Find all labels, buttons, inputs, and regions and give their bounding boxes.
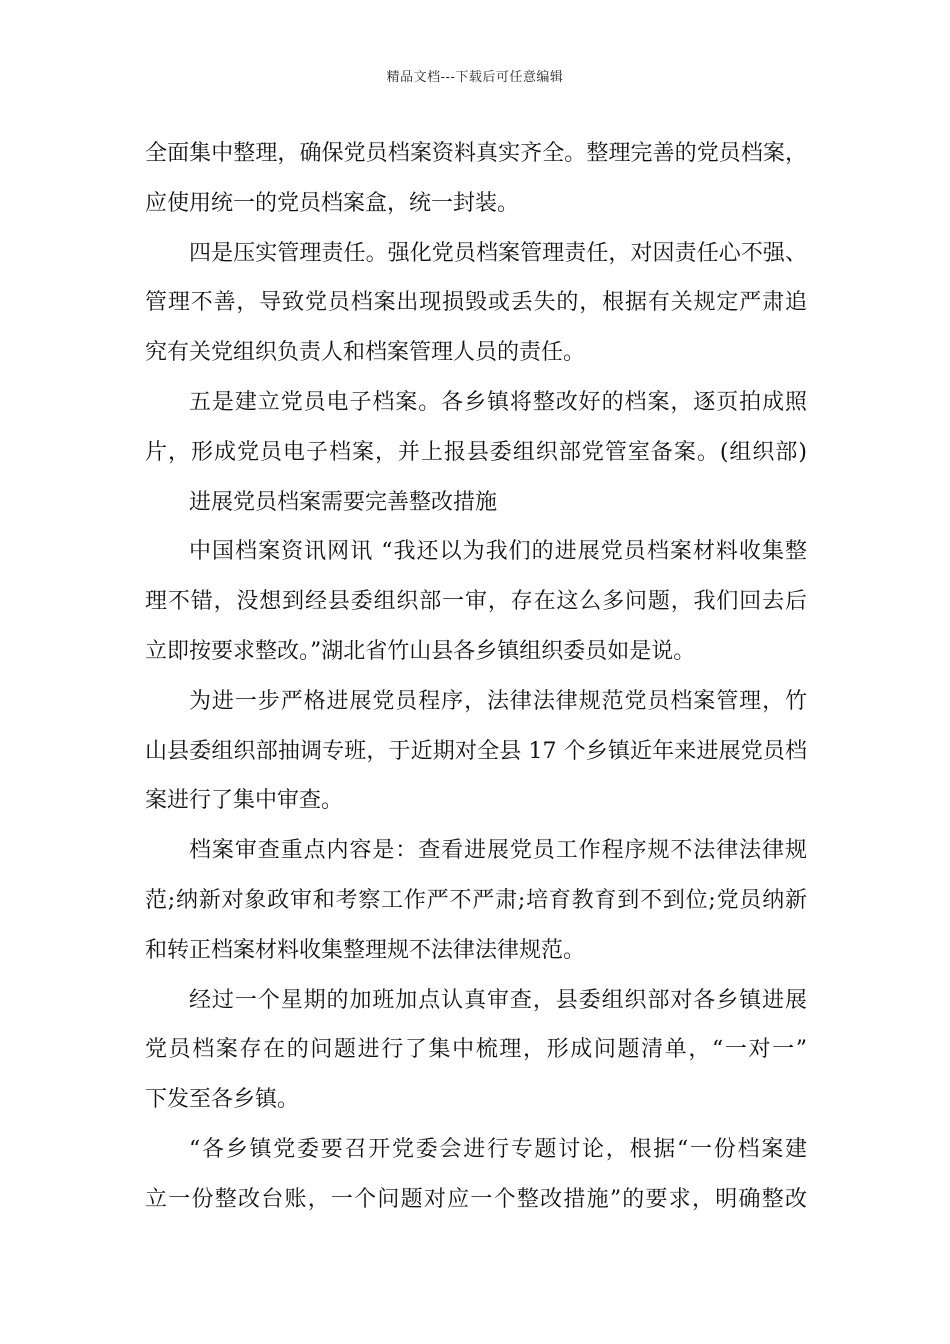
text-line: 究有关党组织负责人和档案管理人员的责任。 bbox=[145, 340, 586, 366]
text-line: 经过一个星期的加班加点认真审查，县委组织部对各乡镇进展 bbox=[189, 987, 807, 1013]
page-header: 精品文档---下载后可任意编辑 bbox=[386, 70, 564, 85]
text-line: 山县委组织部抽调专班，于近期对全县 17 个乡镇近年来进展党员档 bbox=[145, 738, 807, 764]
text-line: 案进行了集中审查。 bbox=[145, 788, 344, 814]
text-line: 档案审查重点内容是：查看进展党员工作程序规不法律法律规 bbox=[189, 838, 807, 864]
text-line: 党员档案存在的问题进行了集中梳理，形成问题清单，“一对一” bbox=[145, 1037, 807, 1063]
text-line: 进展党员档案需要完善整改措施 bbox=[189, 489, 498, 515]
text-line: 为进一步严格进展党员程序，法律法律规范党员档案管理，竹 bbox=[189, 688, 807, 714]
text-line: 立即按要求整改。”湖北省竹山县各乡镇组织委员如是说。 bbox=[145, 638, 696, 664]
text-line: 立一份整改台账，一个问题对应一个整改措施”的要求，明确整改 bbox=[145, 1186, 807, 1212]
text-line: 全面集中整理，确保党员档案资料真实齐全。整理完善的党员档案， bbox=[145, 141, 807, 166]
text-line: 理不错，没想到经县委组织部一审，存在这么多问题，我们回去后 bbox=[145, 589, 807, 615]
text-line: 片，形成党员电子档案，并上报县委组织部党管室备案。(组织部) bbox=[145, 439, 807, 465]
text-line: 范;纳新对象政审和考察工作严不严肃;培育教育到不到位;党员纳新 bbox=[145, 887, 807, 913]
text-line: “各乡镇党委要召开党委会进行专题讨论，根据“一份档案建 bbox=[189, 1136, 807, 1162]
text-line: 五是建立党员电子档案。各乡镇将整改好的档案，逐页拍成照 bbox=[189, 389, 807, 415]
text-line: 应使用统一的党员档案盒，统一封装。 bbox=[145, 190, 520, 216]
text-line: 中国档案资讯网讯 “我还以为我们的进展党员档案材料收集整 bbox=[189, 539, 807, 565]
text-line: 管理不善，导致党员档案出现损毁或丢失的，根据有关规定严肃追 bbox=[145, 290, 807, 316]
text-line: 和转正档案材料收集整理规不法律法律规范。 bbox=[145, 937, 586, 963]
text-line: 四是压实管理责任。强化党员档案管理责任，对因责任心不强、 bbox=[189, 240, 807, 266]
text-line: 下发至各乡镇。 bbox=[145, 1087, 300, 1113]
document-body bbox=[145, 129, 807, 1225]
